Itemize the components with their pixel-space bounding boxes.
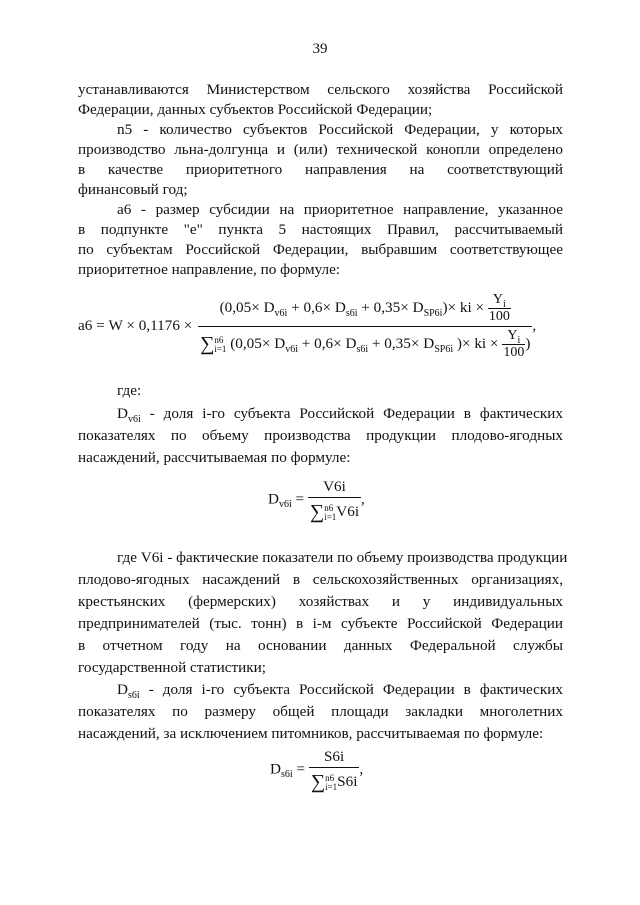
formula-dv6i: $D_{v6i}$ = V6i ∑n6 i=1V6i ,: [268, 478, 365, 523]
formula-numerator: $(0,05\times D_{v6i} + 0,6\times D_{s6i} + 0,35\times D_{SP6i})\times$ ki × $\frac{Y_i}{100}$: [219, 292, 510, 324]
text-line: в подпункте "е" пункта 5 настоящих Правил, рассчитываемый: [78, 221, 563, 238]
text-line: крестьянских (фермерских) хозяйствах и у индивидуальных: [78, 593, 563, 610]
text-line: показателях по размеру общей площади закладки многолетних: [78, 703, 563, 720]
page-number: 39: [312, 41, 328, 57]
text-line: где V6i - фактические показатели по объему производства продукции: [117, 549, 568, 566]
formula-fraction: S6i ∑n6 i=1S6i: [310, 748, 358, 793]
text-line: плодово-ягодных насаждений в сельскохозяйственных организациях,: [78, 571, 563, 588]
formula-a6: а6 = W × 0,1176 × $(0,05\times D_{v6i} + 0,6\times D_{s6i} + 0,35\times D_{SP6i})\times$ ki × $\frac{Y_i}{100}$ ∑n6 i=1 ($0,05\times D_{v6i} + 0,6\times D_{s6i} + 0,35\times D_{SP6i}$ )× ki × $\frac{Y_i}{100}$ ) ,: [78, 292, 537, 360]
formula-fraction: V6i ∑n6 i=1V6i: [309, 478, 360, 523]
formula-ds6i: $D_{s6i}$ = S6i ∑n6 i=1S6i ,: [270, 748, 364, 793]
text-line: предпринимателей (тыс. тонн) в i-м субъекте Российской Федерации: [78, 615, 563, 632]
formula-denominator: ∑n6 i=1 ($0,05\times D_{v6i} + 0,6\times D_{s6i} + 0,35\times D_{SP6i}$ )× ki × $\frac{Y_i}{100}$ ): [200, 328, 531, 360]
text-line: n5 - количество субъектов Российской Федерации, у которых: [117, 121, 563, 138]
text-line: приоритетное направление, по формуле:: [78, 261, 341, 278]
text-line: $D_{v6i}$ - доля i-го субъекта Российской Федерации в фактических: [117, 405, 564, 425]
text-line: $D_{s6i}$ - доля i-го субъекта Российской Федерации в фактических: [117, 681, 564, 701]
text-line: где:: [117, 382, 142, 399]
text-line: производство льна-долгунца и (или) технической конопли определено: [78, 141, 563, 158]
text-line: в отчетном году на основании данных Федеральной службы: [78, 637, 563, 654]
formula-fraction: [198, 292, 532, 361]
text-line: по субъектам Российской Федерации, выбравшим соответствующее: [78, 241, 563, 258]
text-line: устанавливаются Министерством сельского хозяйства Российской: [78, 81, 563, 98]
text-line: финансовый год;: [78, 181, 188, 198]
text-line: насаждений, рассчитываемая по формуле:: [78, 449, 351, 466]
text-line: а6 - размер субсидии на приоритетное направление, указанное: [117, 201, 563, 218]
text-line: государственной статистики;: [78, 659, 266, 676]
text-line: показателях по объему производства продукции плодово-ягодных: [78, 427, 563, 444]
text-line: Федерации, данных субъектов Российской Федерации;: [78, 101, 433, 118]
text-line: в качестве приоритетного направления на соответствующий: [78, 161, 563, 178]
formula-lhs: а6 = W × 0,1176 ×: [78, 316, 193, 334]
text-line: насаждений, за исключением питомников, рассчитываемая по формуле:: [78, 725, 544, 742]
